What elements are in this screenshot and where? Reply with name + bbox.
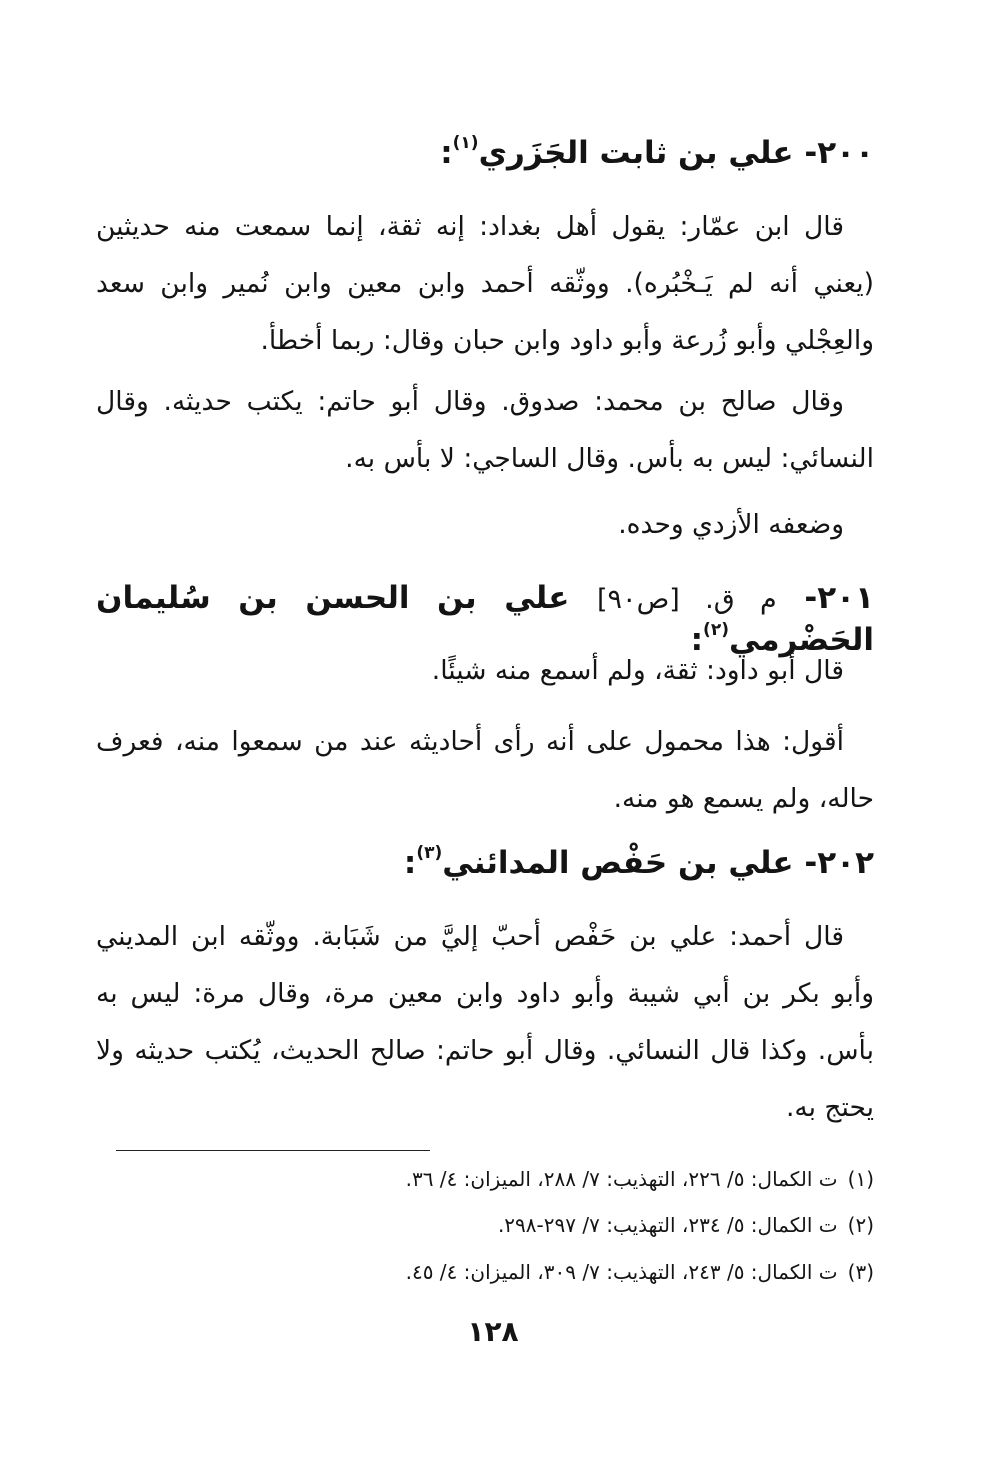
footnote-text: ت الكمال: ٥/ ٢٤٣، التهذيب: ٧/ ٣٠٩، الميزان: ٤/ ٤٥. (405, 1260, 838, 1284)
heading-colon: : (440, 135, 453, 171)
footnote-1 (96, 1164, 874, 1194)
footnote-number: (١) (847, 1167, 874, 1191)
entry-202-paragraph-1: قال أحمد: علي بن حَفْص أحبّ إليَّ من شَبَابة. ووثّقه ابن المديني وأبو بكر بن أبي شيبة وأبو داود وابن معين مرة، وقال مرة: ليس به بأس. وكذا قال النسائي. وقال أبو حاتم: صالح الحديث، يُكتب حديثه ولا يحتج به. (96, 921, 874, 1123)
entry-name: علي بن الحسن بن سُليمان الحَضْرمي (96, 580, 874, 658)
entry-200-paragraph-2: وقال صالح بن محمد: صدوق. وقال أبو حاتم: يكتب حديثه. وقال النسائي: ليس به بأس. وقال الساجي: لا بأس به. (96, 386, 874, 474)
entry-number: ٢٠٢- (804, 845, 874, 881)
footnote-separator (116, 1150, 430, 1151)
entry-201-paragraph-2: أقول: هذا محمول على أنه رأى أحاديثه عند من سمعوا منه، فعرف حاله، ولم يسمع هو منه. (96, 726, 874, 814)
footnote-text: ت الكمال: ٥/ ٢٢٦، التهذيب: ٧/ ٢٨٨، الميزان: ٤/ ٣٦. (405, 1167, 838, 1191)
heading-colon: : (403, 845, 417, 881)
footnote-number: (٢) (847, 1213, 874, 1237)
footnote-3 (96, 1257, 874, 1287)
footnote-2 (96, 1210, 874, 1240)
entry-name: علي بن ثابت الجَزَري (478, 135, 794, 171)
heading-colon: : (690, 622, 704, 658)
entry-200-heading (96, 133, 874, 173)
entry-number: ٢٠١- (804, 580, 875, 616)
footnote-ref: (٣) (416, 842, 443, 863)
footnote-ref: (٢) (703, 619, 729, 640)
entry-200-paragraph-3: وضعفه الأزدي وحده. (618, 509, 844, 540)
footnote-number: (٣) (847, 1260, 874, 1284)
page-number: ١٢٨ (467, 1315, 519, 1348)
entry-202-heading (96, 843, 874, 883)
entry-prefix: م ق. [ص٩٠] (597, 584, 777, 615)
entry-number: ٢٠٠- (804, 135, 874, 171)
entry-name: علي بن حَفْص المدائني (442, 845, 794, 881)
footnote-text: ت الكمال: ٥/ ٢٣٤، التهذيب: ٧/ ٢٩٧-٢٩٨. (497, 1213, 838, 1237)
entry-201-paragraph-1: قال أبو داود: ثقة، ولم أسمع منه شيئًا. (431, 655, 844, 686)
footnote-ref: (١) (452, 132, 479, 153)
entry-200-paragraph-1: قال ابن عمّار: يقول أهل بغداد: إنه ثقة، إنما سمعت منه حديثين (يعني أنه لم يَـخْبُره). ووثّقه أحمد وابن معين وابن نُمير وابن سعد والعِجْلي وأبو زُرعة وأبو داود وابن حبان وقال: ربما أخطأ. (96, 211, 874, 356)
